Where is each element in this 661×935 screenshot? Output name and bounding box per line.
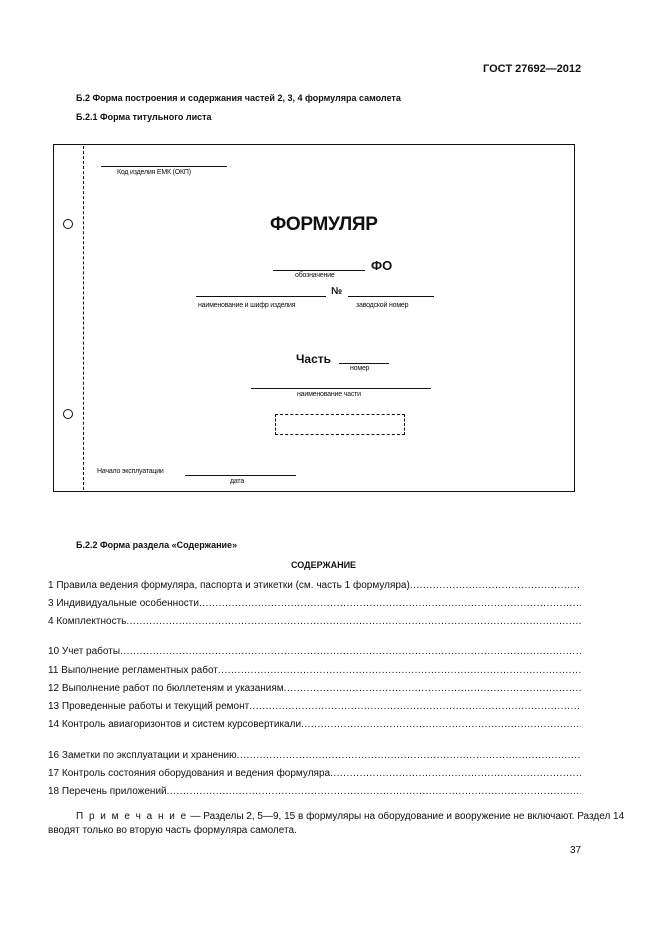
binding-hole-top <box>63 219 73 229</box>
toc-entry: 1 Правила ведения формуляра, паспорта и этикетки (см. часть 1 формуляра) <box>48 580 410 591</box>
designation-line <box>273 270 365 271</box>
date-label: дата <box>230 478 245 485</box>
part-name-line <box>251 388 431 389</box>
form-title: ФОРМУЛЯР <box>270 214 378 235</box>
part-number-line <box>339 363 389 364</box>
toc-title: СОДЕРЖАНИЕ <box>291 560 357 570</box>
binding-hole-bottom <box>63 409 73 419</box>
designation-label: обозначение <box>295 272 335 279</box>
toc-row <box>48 580 581 594</box>
note-label: П р и м е ч а н и е <box>76 811 188 822</box>
start-operation-label: Начало эксплуатации <box>97 468 164 475</box>
title-page-frame <box>53 144 575 492</box>
note-text-1: — Разделы 2, 5—9, 15 в формуляры на оборудование и вооружение не включают. Раздел 14 <box>187 811 625 822</box>
toc-row <box>48 616 581 630</box>
serial-line <box>348 296 434 297</box>
toc-entry: 3 Индивидуальные особенности <box>48 598 199 609</box>
toc-row <box>48 683 581 697</box>
toc-row <box>48 750 581 764</box>
note-line-1 <box>76 811 624 822</box>
serial-label: заводской номер <box>356 302 409 309</box>
stamp-placeholder-box <box>275 414 405 435</box>
toc-entry: 11 Выполнение регламентных работ <box>48 665 218 676</box>
toc-row <box>48 665 581 679</box>
toc-row <box>48 646 581 660</box>
section-b21-heading: Б.2.1 Форма титульного листа <box>76 112 212 122</box>
ekm-line <box>101 166 227 167</box>
toc-row <box>48 719 581 733</box>
toc-entry: 16 Заметки по эксплуатации и хранению <box>48 750 237 761</box>
toc-row <box>48 768 581 782</box>
toc-entry: 4 Комплектность <box>48 616 127 627</box>
ekm-label: Код изделия ЕМК (ОКП) <box>117 169 191 176</box>
toc-entry: 13 Проведенные работы и текущий ремонт <box>48 701 250 712</box>
name-cipher-line <box>196 296 326 297</box>
standard-number: ГОСТ 27692—2012 <box>483 63 582 75</box>
toc-entry: 18 Перечень приложений <box>48 786 167 797</box>
toc-entry: 10 Учет работы <box>48 646 121 657</box>
part-label: Часть <box>296 352 332 366</box>
fo-code: ФО <box>371 258 393 273</box>
toc-entry: 14 Контроль авиагоризонтов и систем курсовертикали <box>48 719 302 730</box>
toc-row <box>48 786 581 800</box>
section-b22-heading: Б.2.2 Форма раздела «Содержание» <box>76 540 238 550</box>
part-name-label: наименование части <box>297 391 361 398</box>
toc-row <box>48 598 581 612</box>
note-text-2: вводят только во вторую часть формуляра самолета. <box>48 825 297 836</box>
section-b2-heading: Б.2 Форма построения и содержания частей 2, 3, 4 формуляра самолета <box>76 93 401 103</box>
perforation-line <box>83 146 84 490</box>
toc-entry: 12 Выполнение работ по бюллетеням и указаниям <box>48 683 284 694</box>
toc-entry: 17 Контроль состояния оборудования и ведения формуляра <box>48 768 331 779</box>
name-cipher-label: наименование и шифр изделия <box>198 302 296 309</box>
start-date-line <box>185 475 296 476</box>
page-number: 37 <box>570 845 582 856</box>
number-sign: № <box>331 286 343 297</box>
part-number-label: номер <box>350 365 370 372</box>
toc-row <box>48 701 581 715</box>
